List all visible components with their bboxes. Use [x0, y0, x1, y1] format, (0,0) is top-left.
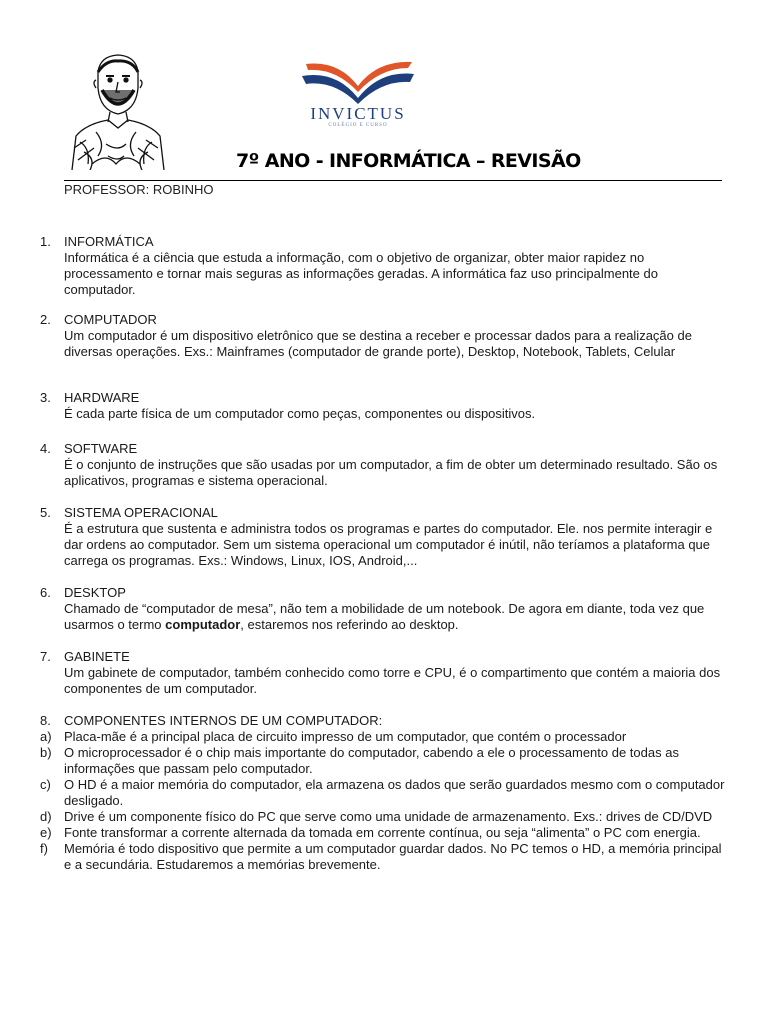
- list-item: [40, 809, 730, 825]
- section-heading: HARDWARE: [64, 390, 140, 405]
- section-heading: GABINETE: [64, 649, 130, 664]
- list-item-text: Drive é um componente físico do PC que serve como uma unidade de armazenamento. Exs.: drives de CD/DVD: [64, 809, 713, 824]
- logo-text: INVICTUS: [310, 104, 406, 123]
- list-item: [40, 729, 730, 745]
- section-text: Informática é a ciência que estuda a informação, com o objetivo de organizar, obter maior rapidez no processamento e tornar mais seguras as informações geradas. A informática faz uso principalmente do computador.: [64, 250, 658, 297]
- section-heading: INFORMÁTICA: [64, 234, 154, 249]
- header-divider: [64, 180, 722, 181]
- section-text: Um computador é um dispositivo eletrônico que se destina a receber e processar dados para a realização de diversas operações. Exs.: Mainframes (computador de grande porte), Desktop, Notebook, Tablets, Celular: [64, 328, 692, 359]
- section-componentes: [40, 713, 730, 873]
- list-item-text: Placa-mãe é a principal placa de circuito impresso de um computador, que contém o processador: [64, 729, 627, 744]
- list-item: [40, 777, 730, 809]
- list-item-text: Fonte transformar a corrente alternada da tomada em corrente contínua, ou seja “alimenta” o PC com energia.: [64, 825, 701, 840]
- list-item-letter: d): [40, 809, 52, 824]
- section-hardware: [40, 390, 730, 422]
- section-computador: [40, 312, 730, 374]
- section-number: 6.: [40, 585, 51, 600]
- section-text: É o conjunto de instruções que são usadas por um computador, a fim de obter um determinado resultado. São os aplicativos, programas e sistema operacional.: [64, 457, 718, 488]
- list-item-letter: c): [40, 777, 51, 792]
- list-item-text: O HD é a maior memória do computador, ela armazena os dados que serão guardados mesmo com o computador desligado.: [64, 777, 725, 808]
- logo-subtext: COLÉGIO E CURSO: [328, 123, 388, 128]
- section-heading: COMPONENTES INTERNOS DE UM COMPUTADOR:: [64, 713, 383, 728]
- list-item-text: O microprocessador é o chip mais importante do computador, cabendo a ele o processamento de todas as informações que passam pelo computador.: [64, 745, 679, 776]
- list-item-text: Memória é todo dispositivo que permite a um computador guardar dados. No PC temos o HD, a memória principal e a secundária. Estudaremos a memórias brevemente.: [64, 841, 722, 872]
- list-item: [40, 745, 730, 777]
- section-number: 5.: [40, 505, 51, 520]
- section-text: É cada parte física de um computador como peças, componentes ou dispositivos.: [64, 406, 536, 421]
- list-item-letter: f): [40, 841, 48, 856]
- page-title: 7º ANO - INFORMÁTICA – REVISÃO: [236, 150, 581, 172]
- section-number: 2.: [40, 312, 51, 327]
- list-item-letter: a): [40, 729, 52, 744]
- section-heading: SOFTWARE: [64, 441, 138, 456]
- section-text: [64, 601, 730, 633]
- list-item: [40, 841, 730, 873]
- list-item-letter: e): [40, 825, 52, 840]
- list-item-letter: b): [40, 745, 52, 760]
- section-number: 4.: [40, 441, 51, 456]
- section-number: 8.: [40, 713, 51, 728]
- section-desktop: [40, 585, 730, 633]
- desktop-text-bold: computador: [165, 617, 241, 632]
- section-software: [40, 441, 730, 489]
- section-text: Um gabinete de computador, também conhecido como torre e CPU, é o compartimento que contém a maioria dos componentes de um computador.: [64, 665, 721, 696]
- section-heading: SISTEMA OPERACIONAL: [64, 505, 218, 520]
- desktop-text-after: , estaremos nos referindo ao desktop.: [240, 617, 459, 632]
- section-number: 7.: [40, 649, 51, 664]
- list-item: [40, 825, 730, 841]
- professor-label: PROFESSOR: ROBINHO: [64, 182, 214, 197]
- section-number: 3.: [40, 390, 51, 405]
- section-heading: DESKTOP: [64, 585, 126, 600]
- section-text: É a estrutura que sustenta e administra todos os programas e partes do computador. Ele. nos permite interagir e dar ordens ao computador. Sem um sistema operacional um computador é inútil, não teríamos a plataforma que carrega os programas. Exs.: Windows, Linux, IOS, Android,...: [64, 521, 713, 568]
- section-informatica: [40, 234, 730, 296]
- section-gabinete: [40, 649, 730, 697]
- section-number: 1.: [40, 234, 51, 249]
- teacher-portrait-illustration: [66, 52, 166, 170]
- document-body: [40, 234, 730, 873]
- section-heading: COMPUTADOR: [64, 312, 157, 327]
- desktop-text-before: Chamado de “computador de mesa”, não tem a mobilidade de um notebook. De agora em diante, toda vez que usarmos o termo: [64, 601, 705, 632]
- section-sistema-operacional: [40, 505, 730, 569]
